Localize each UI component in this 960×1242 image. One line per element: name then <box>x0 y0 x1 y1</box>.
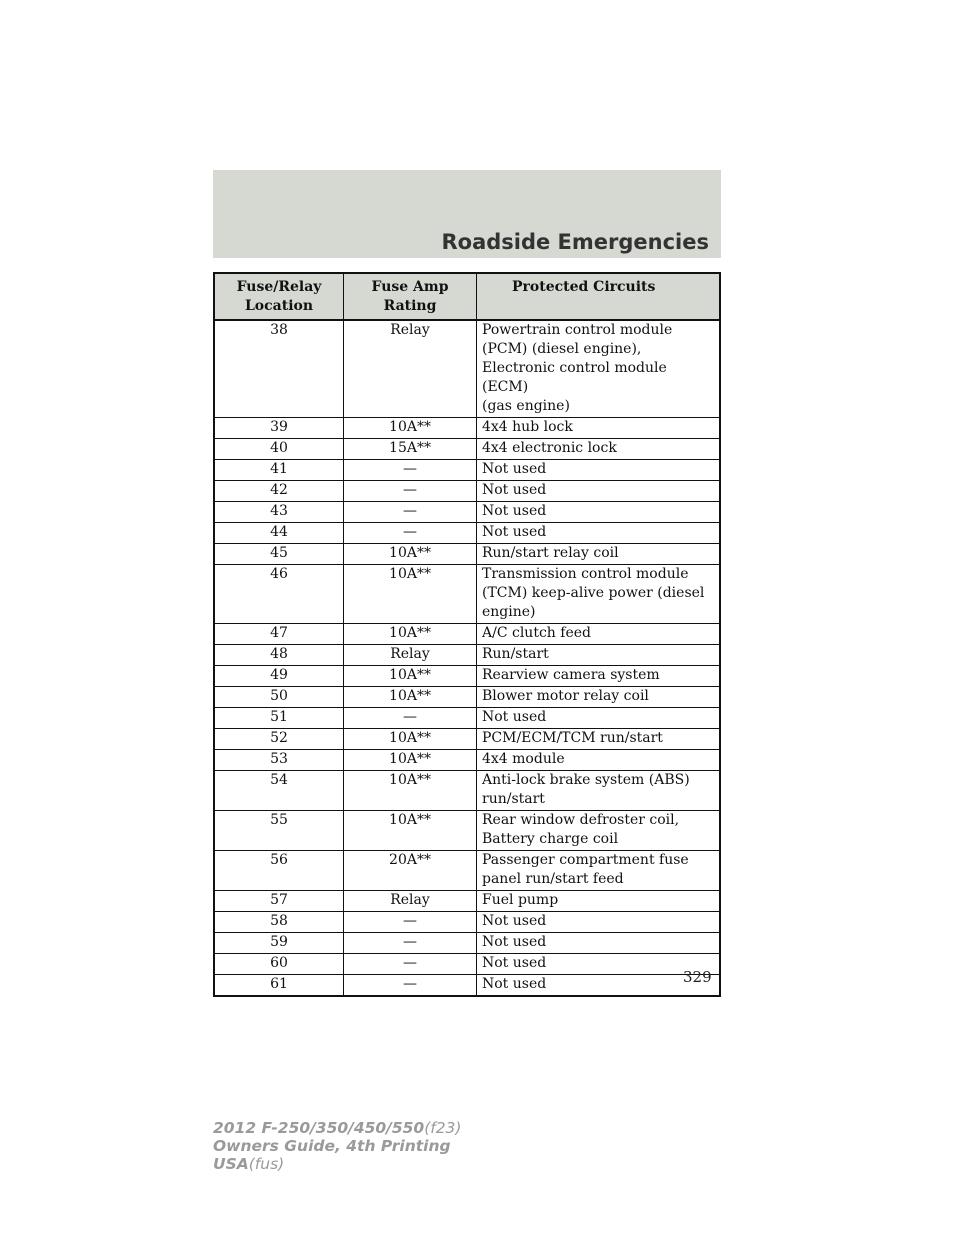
fuse-location-cell: 53 <box>214 750 344 771</box>
fuse-location-cell: 60 <box>214 954 344 975</box>
footer-line-3 <box>213 1155 461 1173</box>
protected-circuits-cell: PCM/ECM/TCM run/start <box>477 729 721 750</box>
table-row <box>214 891 720 912</box>
table-row <box>214 687 720 708</box>
table-row <box>214 320 720 418</box>
protected-circuits-cell: Not used <box>477 460 721 481</box>
table-row <box>214 933 720 954</box>
footer-line-2 <box>213 1137 461 1155</box>
fuse-rating-cell: 10A** <box>344 729 477 750</box>
fuse-location-cell: 40 <box>214 439 344 460</box>
table-row <box>214 565 720 624</box>
footer-market: USA <box>213 1155 249 1173</box>
table-row <box>214 750 720 771</box>
fuse-rating-cell: 10A** <box>344 565 477 624</box>
column-header-rating: Fuse Amp Rating <box>344 273 477 320</box>
fuse-location-cell: 46 <box>214 565 344 624</box>
fuse-location-cell: 38 <box>214 320 344 418</box>
table-header-row <box>214 273 720 320</box>
fuse-rating-cell: 10A** <box>344 750 477 771</box>
column-header-location: Fuse/Relay Location <box>214 273 344 320</box>
protected-circuits-cell: Not used <box>477 912 721 933</box>
section-title: Roadside Emergencies <box>441 230 709 254</box>
table-row <box>214 481 720 502</box>
fuse-rating-cell: 10A** <box>344 418 477 439</box>
table-body <box>214 320 720 996</box>
fuse-rating-cell: — <box>344 523 477 544</box>
fuse-rating-cell: — <box>344 933 477 954</box>
fuse-rating-cell: 20A** <box>344 851 477 891</box>
protected-circuits-cell: Not used <box>477 933 721 954</box>
fuse-location-cell: 52 <box>214 729 344 750</box>
protected-circuits-cell: Powertrain control module (PCM) (diesel engine), Electronic control module (ECM) (gas engine) <box>477 320 721 418</box>
protected-circuits-cell: Fuel pump <box>477 891 721 912</box>
fuse-rating-cell: — <box>344 481 477 502</box>
fuse-location-cell: 39 <box>214 418 344 439</box>
fuse-location-cell: 42 <box>214 481 344 502</box>
protected-circuits-cell: Run/start relay coil <box>477 544 721 565</box>
fuse-location-cell: 61 <box>214 975 344 997</box>
fuse-rating-cell: — <box>344 975 477 997</box>
table-row <box>214 811 720 851</box>
fuse-table <box>213 272 721 997</box>
section-header-band <box>213 170 721 258</box>
table-row <box>214 418 720 439</box>
fuse-rating-cell: 15A** <box>344 439 477 460</box>
protected-circuits-cell: Run/start <box>477 645 721 666</box>
footer-line-1 <box>213 1119 461 1137</box>
fuse-rating-cell: 10A** <box>344 811 477 851</box>
footer-market-code: (fus) <box>248 1155 285 1173</box>
fuse-location-cell: 57 <box>214 891 344 912</box>
fuse-rating-cell: 10A** <box>344 624 477 645</box>
footer-model: 2012 F-250/350/450/550 <box>213 1119 425 1137</box>
fuse-rating-cell: — <box>344 460 477 481</box>
protected-circuits-cell: 4x4 electronic lock <box>477 439 721 460</box>
fuse-location-cell: 50 <box>214 687 344 708</box>
protected-circuits-cell: 4x4 module <box>477 750 721 771</box>
fuse-rating-cell: 10A** <box>344 666 477 687</box>
fuse-location-cell: 44 <box>214 523 344 544</box>
fuse-rating-cell: — <box>344 912 477 933</box>
protected-circuits-cell: Not used <box>477 502 721 523</box>
protected-circuits-cell: Not used <box>477 975 721 997</box>
fuse-location-cell: 58 <box>214 912 344 933</box>
fuse-location-cell: 43 <box>214 502 344 523</box>
protected-circuits-cell: Rearview camera system <box>477 666 721 687</box>
protected-circuits-cell: Rear window defroster coil, Battery charge coil <box>477 811 721 851</box>
table-row <box>214 460 720 481</box>
protected-circuits-cell: Passenger compartment fuse panel run/start feed <box>477 851 721 891</box>
fuse-rating-cell: — <box>344 502 477 523</box>
protected-circuits-cell: Not used <box>477 481 721 502</box>
table-row <box>214 851 720 891</box>
table-row <box>214 624 720 645</box>
fuse-rating-cell: Relay <box>344 891 477 912</box>
protected-circuits-cell: Not used <box>477 523 721 544</box>
table-row <box>214 954 720 975</box>
fuse-location-cell: 49 <box>214 666 344 687</box>
fuse-location-cell: 56 <box>214 851 344 891</box>
table-row <box>214 439 720 460</box>
fuse-location-cell: 45 <box>214 544 344 565</box>
protected-circuits-cell: Not used <box>477 954 721 975</box>
protected-circuits-cell: Anti-lock brake system (ABS) run/start <box>477 771 721 811</box>
footer <box>213 1119 461 1173</box>
fuse-rating-cell: 10A** <box>344 687 477 708</box>
table-row <box>214 912 720 933</box>
fuse-location-cell: 59 <box>214 933 344 954</box>
fuse-location-cell: 48 <box>214 645 344 666</box>
fuse-rating-cell: Relay <box>344 320 477 418</box>
fuse-rating-cell: — <box>344 708 477 729</box>
table-row <box>214 523 720 544</box>
table-row <box>214 708 720 729</box>
fuse-location-cell: 47 <box>214 624 344 645</box>
table-row <box>214 771 720 811</box>
table-row <box>214 666 720 687</box>
protected-circuits-cell: A/C clutch feed <box>477 624 721 645</box>
footer-guide: Owners Guide, 4th Printing <box>213 1137 451 1155</box>
fuse-rating-cell: Relay <box>344 645 477 666</box>
protected-circuits-cell: Not used <box>477 708 721 729</box>
protected-circuits-cell: Transmission control module (TCM) keep-alive power (diesel engine) <box>477 565 721 624</box>
column-header-circuits: Protected Circuits <box>477 273 721 320</box>
fuse-location-cell: 41 <box>214 460 344 481</box>
fuse-rating-cell: 10A** <box>344 544 477 565</box>
fuse-rating-cell: 10A** <box>344 771 477 811</box>
protected-circuits-cell: Blower motor relay coil <box>477 687 721 708</box>
fuse-rating-cell: — <box>344 954 477 975</box>
fuse-location-cell: 54 <box>214 771 344 811</box>
page-number: 329 <box>683 968 712 986</box>
table-row <box>214 502 720 523</box>
table-row <box>214 544 720 565</box>
fuse-location-cell: 55 <box>214 811 344 851</box>
table-row <box>214 729 720 750</box>
protected-circuits-cell: 4x4 hub lock <box>477 418 721 439</box>
table-row <box>214 645 720 666</box>
fuse-location-cell: 51 <box>214 708 344 729</box>
footer-model-code: (f23) <box>424 1119 462 1137</box>
table-row <box>214 975 720 997</box>
